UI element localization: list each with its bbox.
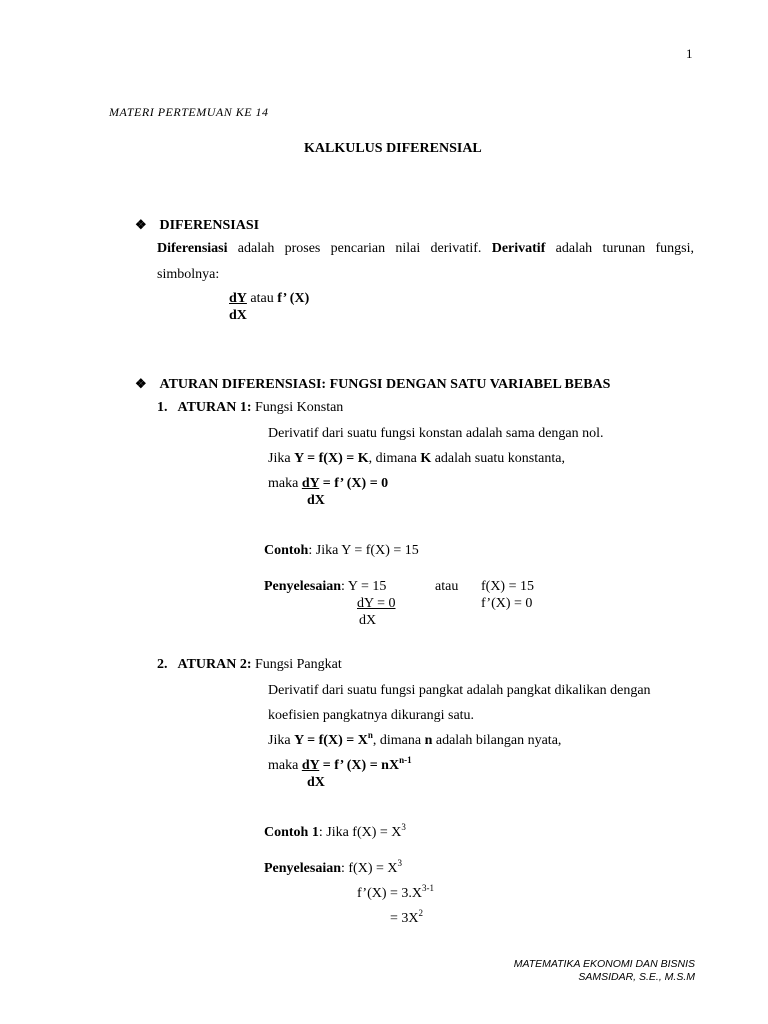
rule1-solution-dy: dY = 0 [357,596,396,611]
rule1-condition: Jika Y = f(X) = K, dimana K adalah suatu konstanta, [268,451,565,466]
diamond-bullet-icon: ❖ [135,217,147,232]
rule2-heading: 2. ATURAN 2: Fungsi Pangkat [157,657,342,672]
rule1-solution: Penyelesaian: Y = 15 [264,579,387,594]
document-title: KALKULUS DIFERENSIAL [304,141,482,156]
rule2-description-line2: koefisien pangkatnya dikurangi satu. [268,708,475,723]
definition-paragraph-line2: simbolnya: [157,267,220,282]
footer-author: SAMSIDAR, S.E., M.S.M [578,971,695,983]
footer-course: MATEMATIKA EKONOMI DAN BISNIS [513,958,695,970]
rule1-formula: maka dY = f’ (X) = 0 [268,476,389,491]
rule1-solution-atau: atau [435,579,459,594]
derivative-symbol: dY atau f’ (X) [229,291,310,306]
rule1-example: Contoh: Jika Y = f(X) = 15 [264,543,419,558]
rule2-solution-step1: f’(X) = $3.X^{3-1}$ [357,883,435,901]
rule2-description-line1: Derivatif dari suatu fungsi pangkat adalah pangkat dikalikan dengan [268,683,651,698]
running-header: MATERI PERTEMUAN KE 14 [109,105,269,119]
rule1-solution-alt: f(X) = 15 [481,579,534,594]
rule1-formula-denominator: dX [307,493,325,508]
rule1-solution-dx: dX [359,613,377,628]
rule2-solution-step2: = $3X^2$ [390,908,424,926]
section-heading-aturan: ❖ ATURAN DIFERENSIASI: FUNGSI DENGAN SATU VARIABEL BEBAS [135,376,611,392]
rule1-solution-alt2: f’(X) = 0 [481,596,533,611]
rule1-heading: 1. ATURAN 1: Fungsi Konstan [157,400,344,415]
diamond-bullet-icon: ❖ [135,376,147,391]
rule2-formula-denominator: dX [307,775,325,790]
rule2-condition: Jika $Y = f(X) = X^n$, dimana n adalah bilangan nyata, [268,730,562,748]
page-number: 1 [686,46,693,61]
rule2-example: Contoh 1: Jika $f(X) = X^3$ [264,822,406,840]
section-heading-diferensiasi: ❖ DIFERENSIASI [135,217,260,233]
derivative-symbol-denominator: dX [229,308,247,323]
rule2-solution: Penyelesaian: $f(X) = X^3$ [264,858,402,876]
definition-paragraph-line1: Diferensiasi adalah proses pencarian nilai derivatif. Derivatif adalah turunan fungsi, [157,241,695,256]
rule2-formula: maka dY = f’ $(X) = nX^{n-1}$ [268,755,412,773]
rule1-description: Derivatif dari suatu fungsi konstan adalah sama dengan nol. [268,426,604,441]
